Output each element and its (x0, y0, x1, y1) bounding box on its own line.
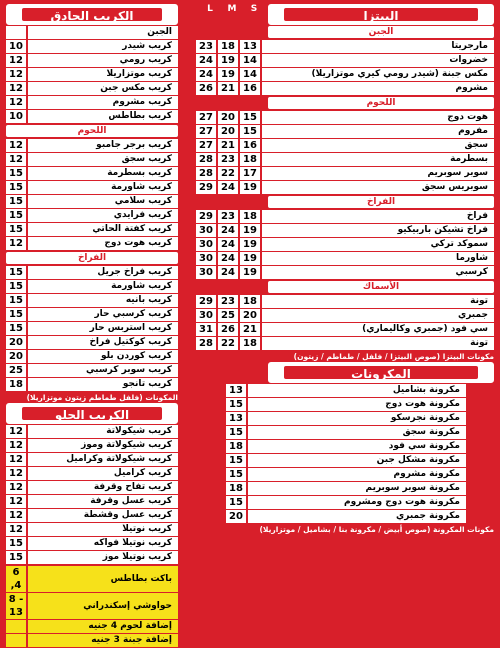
item-price: 15 (6, 181, 28, 194)
item-price: 18 (226, 482, 248, 495)
pizza-row (196, 337, 494, 350)
price-small: 18 (240, 337, 262, 350)
item-name: فراخ تشيكن باربيكيو (262, 224, 494, 237)
item-price: 15 (226, 398, 248, 411)
item-price: 12 (6, 237, 28, 250)
price-medium: 25 (218, 309, 240, 322)
item-name: مكرونة هوت دوج ومشروم (248, 496, 466, 509)
crepe-column (6, 4, 178, 648)
item-name: كريب شيكولاتة (28, 425, 178, 438)
sweet-crepe-header (6, 403, 178, 424)
item-price: 15 (6, 551, 28, 564)
pizza-row (196, 68, 494, 81)
savory-crepe-title: الكريب الحادق (22, 8, 162, 21)
item-name: كريب كرسبي حار (28, 308, 178, 321)
menu-row (6, 266, 178, 279)
pasta-header (268, 362, 494, 383)
price-large: 28 (196, 167, 218, 180)
pizza-row (196, 210, 494, 223)
price-small: 19 (240, 238, 262, 251)
item-name: كريب استربس حار (28, 322, 178, 335)
item-name: مكرونة جمبري (248, 510, 466, 523)
menu-row (6, 223, 178, 236)
menu-row (6, 153, 178, 166)
price-medium: 21 (218, 82, 240, 95)
crepe-chicken-label: الفراخ (6, 252, 178, 264)
item-price: 15 (6, 195, 28, 208)
item-name: كريب تفاح وقرفة (28, 481, 178, 494)
menu-row (226, 384, 466, 397)
pizza-row (196, 54, 494, 67)
price-small: 14 (240, 54, 262, 67)
pizza-cheese-label: الجبن (268, 26, 494, 38)
price-large: 29 (196, 181, 218, 194)
menu-row (226, 482, 466, 495)
price-medium: 26 (218, 323, 240, 336)
item-name: سوبر سوبريم (262, 167, 494, 180)
item-price: 6 ,4 (6, 566, 28, 592)
item-price: 20 (6, 350, 28, 363)
pasta-table (226, 383, 466, 524)
price-medium: 21 (218, 139, 240, 152)
menu-row (6, 139, 178, 152)
sweet-crepe-title: الكريب الحلو (22, 407, 162, 420)
item-price: 12 (6, 96, 28, 109)
price-small: 19 (240, 224, 262, 237)
price-large: 30 (196, 224, 218, 237)
menu-row (226, 468, 466, 481)
pizza-header (268, 4, 494, 25)
item-name: مكرونة سي فود (248, 440, 466, 453)
price-medium: 19 (218, 54, 240, 67)
item-name: مكرونة مشروم (248, 468, 466, 481)
menu-row (6, 322, 178, 335)
item-price: 10 (6, 40, 28, 53)
item-price: 12 (6, 139, 28, 152)
menu-row (6, 82, 178, 95)
price-small: 18 (240, 210, 262, 223)
item-price: 25 (6, 364, 28, 377)
pizza-seafood-label: الأسماك (268, 281, 494, 293)
menu-row (6, 620, 178, 633)
savory-crepe-meat-table (6, 138, 178, 251)
size-l-label: L (207, 4, 213, 14)
item-name: حواوشي إسكندراني (28, 593, 178, 619)
pasta-title: المكرونات (284, 366, 478, 379)
pizza-row (196, 125, 494, 138)
item-price: 10 (6, 110, 28, 123)
item-name: كريب شاورمة (28, 280, 178, 293)
price-medium: 22 (218, 337, 240, 350)
price-large: 27 (196, 139, 218, 152)
savory-crepe-top-table (6, 25, 178, 124)
menu-row (6, 425, 178, 438)
pizza-meat-table (196, 110, 494, 195)
price-small: 18 (240, 295, 262, 308)
menu-row (226, 454, 466, 467)
price-medium: 22 (218, 167, 240, 180)
menu-row (6, 308, 178, 321)
menu-row (6, 495, 178, 508)
menu-row (6, 68, 178, 81)
price-small: 21 (240, 323, 262, 336)
price-large: 31 (196, 323, 218, 336)
item-price: 18 (6, 378, 28, 391)
item-price: 15 (226, 426, 248, 439)
item-price: 15 (6, 280, 28, 293)
menu-row (6, 96, 178, 109)
price-large: 24 (196, 54, 218, 67)
pizza-cheese-table (196, 39, 494, 96)
item-name: كريب كوكتيل فراخ (28, 336, 178, 349)
item-name: تونة (262, 337, 494, 350)
item-price: 13 (226, 384, 248, 397)
price-small: 19 (240, 181, 262, 194)
menu-row (6, 523, 178, 536)
item-name: كريب رومي (28, 54, 178, 67)
item-price: 15 (226, 496, 248, 509)
item-price: 15 (6, 223, 28, 236)
price-small: 18 (240, 153, 262, 166)
item-name: كريب كفتة الحاتي (28, 223, 178, 236)
pizza-row (196, 181, 494, 194)
item-name: شاورما (262, 252, 494, 265)
pizza-chicken-label: الفراخ (268, 196, 494, 208)
item-name: كريب شيكولاتة وموز (28, 439, 178, 452)
menu-row (6, 634, 178, 647)
item-price: 15 (6, 209, 28, 222)
item-name: كريب برجر جامبو (28, 139, 178, 152)
crepe-meat-label: اللحوم (6, 125, 178, 137)
item-name: كريب شاورمة (28, 181, 178, 194)
price-large: 30 (196, 309, 218, 322)
price-medium: 24 (218, 266, 240, 279)
pizza-seafood-table (196, 294, 494, 351)
item-name: سي فود (جمبري وكاليماري) (262, 323, 494, 336)
menu-row (6, 54, 178, 67)
pizza-row (196, 252, 494, 265)
price-large: 28 (196, 337, 218, 350)
item-price: 15 (6, 167, 28, 180)
item-name: كريب فراخ جريل (28, 266, 178, 279)
item-price: 12 (6, 453, 28, 466)
item-name: كريب عسل وقشطة (28, 509, 178, 522)
menu-row (6, 209, 178, 222)
item-name: كريب شيكولاتة وكراميل (28, 453, 178, 466)
item-name: كريب كراميل (28, 467, 178, 480)
pizza-ingredients-note: مكونات البيتزا (صوص البيتزا / فلفل / طماطم / زيتون) (293, 352, 494, 361)
item-price: 12 (6, 82, 28, 95)
item-price: 15 (226, 468, 248, 481)
menu-row (6, 467, 178, 480)
price-small: 19 (240, 266, 262, 279)
menu-row (6, 237, 178, 250)
menu-row (6, 537, 178, 550)
item-name: كريب موتزاريلا (28, 68, 178, 81)
price-medium: 18 (218, 40, 240, 53)
savory-crepe-chicken-table (6, 265, 178, 392)
item-price: 12 (6, 509, 28, 522)
item-name: مكرونة نجرسكو (248, 412, 466, 425)
item-name: كريب نوتيلا (28, 523, 178, 536)
item-name: مفروم (262, 125, 494, 138)
pizza-pasta-column (196, 4, 494, 535)
price-large: 29 (196, 295, 218, 308)
item-name: كريب فرايدي (28, 209, 178, 222)
pasta-ingredients-note: مكونات المكرونة (صوص أبيض / مكرونة بنا / بشاميل / موتزاريلا) (259, 525, 494, 534)
item-name: مكرونة سجق (248, 426, 466, 439)
pizza-row (196, 167, 494, 180)
savory-crepe-header (6, 4, 178, 25)
menu-row (6, 566, 178, 592)
pizza-row (196, 266, 494, 279)
pizza-row (196, 153, 494, 166)
menu-row (6, 364, 178, 377)
menu-row (6, 110, 178, 123)
price-medium: 24 (218, 252, 240, 265)
item-name: فراخ (262, 210, 494, 223)
item-name: مكرونة مشكل جبن (248, 454, 466, 467)
item-price: 12 (6, 153, 28, 166)
item-name: كريب كوردن بلو (28, 350, 178, 363)
price-large: 27 (196, 125, 218, 138)
item-name: كريب بانيه (28, 294, 178, 307)
item-name: إضافة لحوم 4 جنيه (28, 620, 178, 633)
price-medium: 23 (218, 153, 240, 166)
menu-row (6, 26, 178, 39)
price-medium: 24 (218, 224, 240, 237)
item-price (6, 26, 28, 39)
item-name: بسطرمة (262, 153, 494, 166)
menu-row (6, 195, 178, 208)
menu-row (6, 593, 178, 619)
price-large: 26 (196, 82, 218, 95)
item-name: كريب سوبر كرسبي (28, 364, 178, 377)
pizza-title: البيتزا (284, 8, 478, 21)
price-small: 16 (240, 82, 262, 95)
item-name: مشروم (262, 82, 494, 95)
item-name: كريب نوتيلا فواكه (28, 537, 178, 550)
item-name: مارجريتا (262, 40, 494, 53)
menu-row (6, 167, 178, 180)
item-price: 12 (6, 495, 28, 508)
item-name: سجق (262, 139, 494, 152)
menu-row (6, 280, 178, 293)
size-s-label: S (250, 4, 258, 14)
item-name: كريب سلامي (28, 195, 178, 208)
item-name: هوت دوج (262, 111, 494, 124)
item-price: 18 (226, 440, 248, 453)
menu-row (6, 350, 178, 363)
price-medium: 19 (218, 68, 240, 81)
pizza-row (196, 40, 494, 53)
item-name: باكت بطاطس (28, 566, 178, 592)
item-name: تونة (262, 295, 494, 308)
item-price: 12 (6, 439, 28, 452)
menu-row (226, 412, 466, 425)
price-large: 30 (196, 238, 218, 251)
pizza-row (196, 238, 494, 251)
price-medium: 20 (218, 125, 240, 138)
item-price: 20 (226, 510, 248, 523)
menu-row (6, 481, 178, 494)
menu-row (226, 398, 466, 411)
price-large: 27 (196, 111, 218, 124)
menu-row (6, 453, 178, 466)
price-small: 16 (240, 139, 262, 152)
menu-row (226, 426, 466, 439)
extras-table (6, 565, 178, 648)
price-medium: 23 (218, 295, 240, 308)
item-price: 15 (6, 322, 28, 335)
item-price: 12 (6, 425, 28, 438)
sweet-crepe-table (6, 424, 178, 565)
price-medium: 24 (218, 238, 240, 251)
menu-row (226, 496, 466, 509)
price-medium: 20 (218, 111, 240, 124)
item-name: الجبن (28, 26, 178, 39)
item-name: كريب نوتيلا موز (28, 551, 178, 564)
item-name: مكرونة هوت دوج (248, 398, 466, 411)
item-name: مكس جبنة (شيدر رومي كيري موتزاريلا) (262, 68, 494, 81)
price-small: 19 (240, 252, 262, 265)
menu-row (6, 551, 178, 564)
menu-row (6, 294, 178, 307)
pizza-row (196, 323, 494, 336)
item-price: 15 (226, 454, 248, 467)
pizza-row (196, 309, 494, 322)
pizza-row (196, 139, 494, 152)
item-price: 15 (6, 294, 28, 307)
price-small: 20 (240, 309, 262, 322)
item-price: 15 (6, 537, 28, 550)
price-small: 14 (240, 68, 262, 81)
item-price: 8 - 13 (6, 593, 28, 619)
price-small: 13 (240, 40, 262, 53)
item-name: كريب مكس جبن (28, 82, 178, 95)
pizza-row (196, 82, 494, 95)
price-medium: 23 (218, 210, 240, 223)
menu-row (6, 40, 178, 53)
price-large: 30 (196, 266, 218, 279)
item-name: كريب سجق (28, 153, 178, 166)
price-large: 30 (196, 252, 218, 265)
price-large: 24 (196, 68, 218, 81)
item-name: كريب بطاطس (28, 110, 178, 123)
price-large: 23 (196, 40, 218, 53)
item-name: خضروات (262, 54, 494, 67)
item-name: جمبري (262, 309, 494, 322)
menu-row (6, 336, 178, 349)
item-name: إضافة جبنة 3 جنيه (28, 634, 178, 647)
item-price: 12 (6, 523, 28, 536)
item-name: سموكد تركي (262, 238, 494, 251)
size-m-label: M (227, 4, 237, 14)
menu-row (226, 440, 466, 453)
item-name: مكرونة سوبر سوبريم (248, 482, 466, 495)
item-name: كريب عسل وقرفة (28, 495, 178, 508)
pizza-row (196, 295, 494, 308)
item-name: مكرونة بشاميل (248, 384, 466, 397)
price-small: 15 (240, 125, 262, 138)
item-name: كريب شيدر (28, 40, 178, 53)
item-name: كريب هوت دوج (28, 237, 178, 250)
item-price: 20 (6, 336, 28, 349)
item-price: 15 (6, 308, 28, 321)
menu-row (226, 510, 466, 523)
menu-row (6, 378, 178, 391)
item-name: كريب بسطرمة (28, 167, 178, 180)
item-name: كرسبي (262, 266, 494, 279)
crepe-ingredients-note: المكونات (فلفل طماطم زيتون موتزاريلا) (26, 393, 178, 402)
item-price (6, 634, 28, 647)
item-price (6, 620, 28, 633)
price-medium: 24 (218, 181, 240, 194)
price-small: 15 (240, 111, 262, 124)
pizza-chicken-table (196, 209, 494, 280)
menu-row (6, 509, 178, 522)
menu-row (6, 439, 178, 452)
price-large: 29 (196, 210, 218, 223)
item-price: 15 (6, 266, 28, 279)
pizza-row (196, 111, 494, 124)
price-small: 17 (240, 167, 262, 180)
item-price: 12 (6, 54, 28, 67)
item-name: كريب مشروم (28, 96, 178, 109)
item-price: 12 (6, 68, 28, 81)
item-name: كريب تانجو (28, 378, 178, 391)
menu-row (6, 181, 178, 194)
pizza-row (196, 224, 494, 237)
item-price: 12 (6, 481, 28, 494)
pizza-meat-label: اللحوم (268, 97, 494, 109)
item-name: سوبريس سجق (262, 181, 494, 194)
item-price: 13 (226, 412, 248, 425)
item-price: 12 (6, 467, 28, 480)
price-large: 28 (196, 153, 218, 166)
